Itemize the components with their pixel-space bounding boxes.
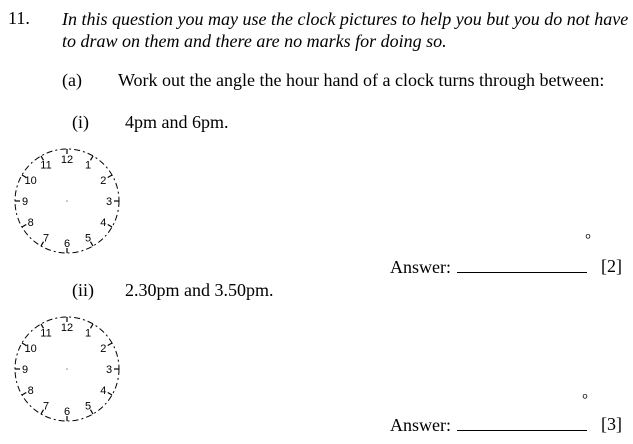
sub-ii-answer-label: Answer: (390, 415, 451, 435)
question-intro (62, 8, 628, 52)
sub-ii-marks: [3] (601, 414, 622, 434)
clock-numeral: 2 (100, 175, 107, 187)
clock-numeral: 1 (84, 327, 92, 340)
clock-numeral: 12 (60, 322, 74, 334)
hour-tick (22, 393, 26, 396)
clock-numeral: 8 (27, 385, 34, 397)
sub-i-answer-input[interactable] (457, 256, 587, 273)
sub-ii-text: 2.30pm and 3.50pm. (125, 280, 274, 300)
question-number: 11. (8, 8, 30, 28)
hour-tick (108, 225, 112, 228)
clock-numeral: 3 (105, 196, 113, 208)
clock-face-2 (11, 313, 123, 425)
clock-numeral: 7 (42, 400, 50, 413)
clock-numeral: 6 (63, 238, 71, 250)
hour-tick (108, 393, 112, 396)
clock-numeral: 5 (84, 232, 92, 245)
sub-ii-label: (ii) (72, 280, 94, 300)
hour-tick (22, 225, 26, 228)
clock-numeral: 12 (60, 154, 74, 166)
clock-numeral: 11 (40, 327, 52, 340)
sub-i-label: (i) (72, 112, 89, 132)
clock-numeral: 11 (40, 159, 52, 172)
clock-numeral: 7 (42, 232, 50, 245)
sub-i-marks: [2] (601, 256, 622, 276)
sub-i-text: 4pm and 6pm. (125, 112, 229, 132)
part-a-label: (a) (62, 70, 82, 90)
clock-numeral: 8 (27, 217, 34, 229)
part-a-text: Work out the angle the hour hand of a clock turns through between: (118, 70, 605, 90)
clock-numeral: 10 (24, 175, 37, 187)
sub-ii-degree-symbol: ° (582, 392, 588, 408)
clock-numeral: 10 (24, 343, 37, 355)
sub-ii-answer-input[interactable] (457, 414, 587, 431)
clock-numeral: 9 (21, 364, 29, 376)
hour-tick (108, 175, 112, 178)
hour-tick (108, 343, 112, 346)
clock-numeral: 5 (84, 400, 92, 413)
sub-i-answer-label: Answer: (390, 257, 451, 277)
clock-numeral: 3 (105, 364, 113, 376)
clock-numeral: 4 (100, 385, 107, 397)
clock-numeral: 1 (84, 159, 92, 172)
clock-numeral: 2 (100, 343, 107, 355)
sub-ii-answer-row (390, 414, 587, 436)
clock-numeral: 4 (100, 217, 107, 229)
intro-line-1: In this question you may use the clock pictures to help you but you do not have (62, 9, 629, 29)
clock-numeral: 9 (21, 196, 29, 208)
intro-line-2: to draw on them and there are no marks for doing so. (62, 31, 447, 51)
clock-face-1 (11, 145, 123, 257)
sub-i-degree-symbol: ° (585, 232, 591, 248)
clock-numeral: 6 (63, 406, 71, 418)
sub-i-answer-row (390, 256, 587, 278)
